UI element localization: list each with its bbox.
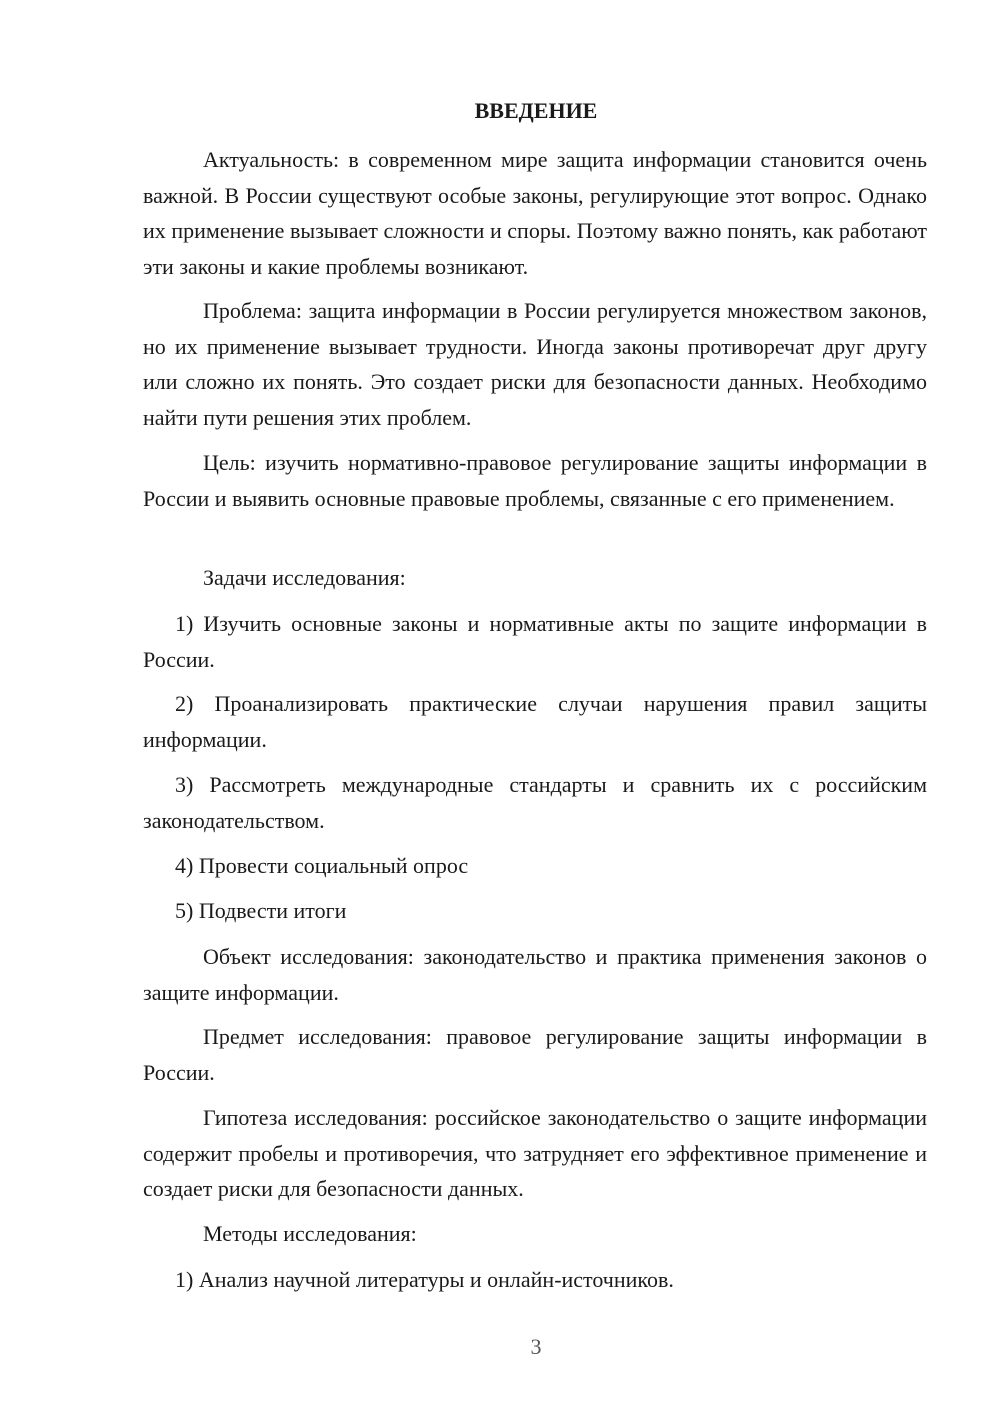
paragraph-object: Объект исследования: законодательство и практика применения законов о защите информации. (143, 944, 927, 1005)
paragraph-goal: Цель: изучить нормативно-правовое регулирование защиты информации в России и выявить основные правовые проблемы, связанные с его применением. (143, 450, 927, 511)
list-item-task-4: 4) Провести социальный опрос (175, 853, 469, 878)
paragraph-subject: Предмет исследования: правовое регулирование защиты информации в России. (143, 1024, 927, 1085)
paragraph-methods-title: Методы исследования: (203, 1221, 417, 1246)
list-item-task-1: 1) Изучить основные законы и нормативные акты по защите информации в России. (143, 611, 927, 672)
paragraph-hypothesis: Гипотеза исследования: российское законодательство о защите информации содержит пробелы и противоречия, что затрудняет его эффективное применение и создает риски для безопасности данных. (143, 1105, 927, 1201)
paragraph-problem: Проблема: защита информации в России регулируется множеством законов, но их применение вызывает трудности. Иногда законы противоречат друг другу или сложно их понять. Это создает риски для безопасности данных. Необходимо найти пути решения этих проблем. (143, 298, 927, 430)
list-item-task-5: 5) Подвести итоги (175, 898, 347, 923)
page-number: 3 (530, 1334, 542, 1359)
paragraph-relevance: Актуальность: в современном мире защита информации становится очень важной. В России существуют особые законы, регулирующие этот вопрос. Однако их применение вызывает сложности и споры. Поэтому важно понять, как работают эти законы и какие проблемы возникают. (143, 147, 927, 279)
list-item-task-2: 2) Проанализировать практические случаи нарушения правил защиты информации. (143, 691, 927, 752)
list-item-task-3: 3) Рассмотреть международные стандарты и сравнить их с российским законодательством. (143, 772, 927, 833)
section-heading: ВВЕДЕНИЕ (474, 98, 598, 123)
list-item-method-1: 1) Анализ научной литературы и онлайн-источников. (175, 1267, 674, 1292)
paragraph-tasks-title: Задачи исследования: (203, 565, 406, 590)
